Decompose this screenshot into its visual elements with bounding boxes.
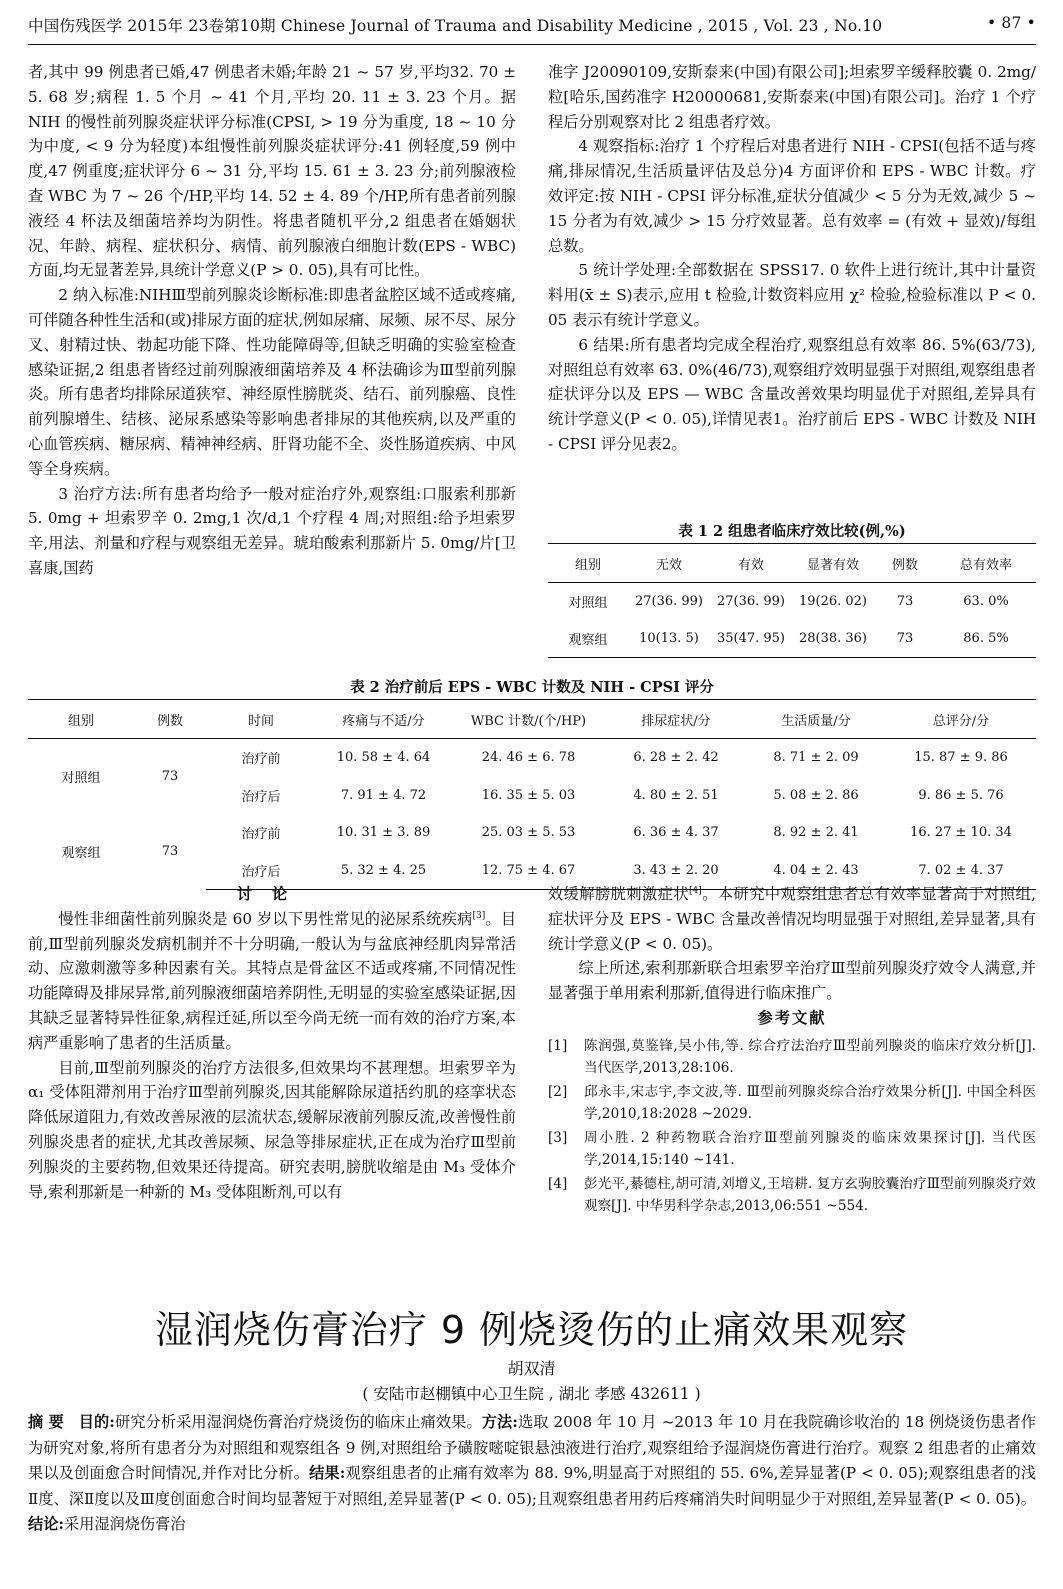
table-cell: 7. 91 ± 4. 72	[340, 787, 427, 803]
table-cell: 10. 58 ± 4. 64	[336, 750, 431, 766]
discussion-section	[28, 882, 516, 1204]
table1-header-cell: 组别	[548, 544, 628, 583]
table-cell: 5. 32 ± 4. 25	[316, 852, 451, 890]
header-rule	[28, 44, 1036, 45]
reference-text: 邱永丰,宋志宇,李文波,等. Ⅲ型前列腺炎综合治疗效果分析[J]. 中国全科医学,2010,18:2028 ~2029.	[584, 1083, 1036, 1122]
table-cell: 27(36. 99)	[634, 594, 704, 609]
table-cell: 28(38. 36)	[792, 620, 874, 658]
running-header	[28, 14, 1036, 36]
group-count: 73	[161, 769, 179, 784]
table-cell: 73	[896, 594, 914, 609]
table-cell: 8. 71 ± 2. 09	[773, 750, 859, 766]
table-cell: 35(47. 95)	[710, 620, 792, 658]
table-cell: 4. 04 ± 2. 43	[746, 852, 886, 890]
table-cell: 12. 75 ± 4. 67	[451, 852, 606, 890]
right-column	[548, 60, 1036, 457]
table2-header-cell: 时间	[206, 700, 316, 739]
table-cell: 15. 87 ± 9. 86	[914, 750, 1008, 766]
table-cell: 16. 27 ± 10. 34	[910, 825, 1012, 841]
right-paragraph-2: 4 观察指标:治疗 1 个疗程后对患者进行 NIH - CPSI(包括不适与疼痛,排尿情况,生活质量评估及总分)4 方面评价和 EPS - WBC 计数。疗效评定:按 NIH - CPSI 评分标准,症状分值减少 < 5 分为无效,减少 5 ~ 15 分者为有效,减少 > 15 分疗效显著。总有效率 = (有效 + 显效)/每组总数。	[548, 137, 1036, 255]
objective-text: 研究分析采用湿润烧伤膏治疗烧烫伤的临床止痛效果。	[114, 1413, 482, 1431]
table-cell: 治疗后	[241, 789, 281, 805]
table-cell: 3. 43 ± 2. 20	[606, 852, 746, 890]
table1-header-cell: 显著有效	[792, 544, 874, 583]
group-count: 73	[161, 844, 179, 860]
table-row	[28, 814, 1036, 852]
reference-number: [1]	[548, 1037, 568, 1054]
table-cell: 治疗前	[241, 827, 281, 843]
reference-list	[548, 1035, 1036, 1217]
references-title: 参考文献	[757, 1008, 827, 1027]
reference-item	[548, 1173, 1036, 1217]
table-cell: 63. 0%	[963, 594, 1009, 609]
table-cell: 27(36. 99)	[716, 594, 786, 609]
table-row	[548, 583, 1036, 621]
left-paragraph-3: 3 治疗方法:所有患者均给予一般对症治疗外,观察组:口服索利那新 5. 0mg + 坦索罗辛 0. 2mg,1 次/d,1 个疗程 4 周;对照组:给予坦索罗辛,用法、剂量和疗程与观察组无差异。琥珀酸索利那新片 5. 0mg/片[卫喜康,国药	[28, 484, 516, 577]
table-row	[548, 620, 1036, 658]
table-cell: 4. 80 ± 2. 51	[633, 787, 719, 803]
article-title: 湿润烧伤膏治疗 9 例烧烫伤的止痛效果观察	[154, 1308, 909, 1352]
table-cell: 86. 5%	[936, 620, 1036, 658]
right-column-bottom	[548, 882, 1036, 1219]
discussion-paragraph-3	[548, 882, 1036, 956]
table-cell: 19(26. 02)	[798, 594, 868, 609]
page-number: • 87 •	[986, 14, 1036, 32]
table2-header-cell: 生活质量/分	[746, 700, 886, 739]
reference-number: [3]	[548, 1129, 568, 1146]
reference-item	[548, 1035, 1036, 1079]
result-label: 结果:	[309, 1464, 346, 1482]
table-cell: 10(13. 5)	[628, 620, 710, 658]
table1-header-cell: 有效	[710, 544, 792, 583]
right-paragraph-1: 准字 J20090109,安斯泰来(中国)有限公司];坦索罗辛缓释胶囊 0. 2mg/粒[哈乐,国药准字 H20000681,安斯泰来(中国)有限公司]。治疗 1 个疗程后分别观察对比 2 组患者疗效。	[548, 63, 1036, 131]
table1-caption: 表 1 2 组患者临床疗效比较(例,%)	[678, 523, 906, 540]
table2-header-cell: WBC 计数/(个/HP)	[451, 700, 606, 739]
reference-text: 彭光平,綦德柱,胡可清,刘增义,王培耕. 复方玄驹胶囊治疗Ⅲ型前列腺炎疗效观察[J]. 中华男科学杂志,2013,06:551 ~554.	[584, 1175, 1036, 1214]
table-cell: 9. 86 ± 5. 76	[918, 787, 1004, 803]
reference-text: 周小胜. 2 种药物联合治疗Ⅲ型前列腺炎的临床效果探讨[J]. 当代医学,2014,15:140 ~141.	[584, 1129, 1036, 1168]
table2	[28, 699, 1036, 890]
table2-header-cell: 例数	[134, 700, 206, 739]
article-affiliation: ( 安陆市赵棚镇中心卫生院 , 湖北 孝感 432611 )	[362, 1385, 701, 1403]
left-column	[28, 60, 516, 581]
right-paragraph-3: 5 统计学处理:全部数据在 SPSS17. 0 软件上进行统计,其中计量资料用(x̄ ± S)表示,应用 t 检验,计数资料应用 χ² 检验,检验标准以 P < 0. 05 表示有统计学意义。	[548, 261, 1036, 329]
discussion-text: 效缓解膀胱刺激症状	[548, 885, 689, 903]
left-paragraph-1: 者,其中 99 例患者已婚,47 例患者未婚;年龄 21 ~ 57 岁,平均32. 70 ± 5. 68 岁;病程 1. 5 个月 ~ 41 个月,平均 20. 11 ± 3. 23 个月。据 NIH 的慢性前列腺炎症状评分标准(CPSI, > 19 分为重度, 18 ~ 10 分为中度, < 9 分为轻度)本组慢性前列腺炎症状评分:41 例轻度,59 例中度,47 例重度;症状评分 6 ~ 31 分,平均 15. 61 ± 3. 23 分;前列腺液检查 WBC 为 7 ~ 26 个/HP,平均 14. 52 ± 4. 89 个/HP,所有患者前列腺液经 4 杯法及细菌培养均为阴性。将患者随机平分,2 组患者在婚姻状况、年龄、病程、症状积分、病情、前列腺液白细胞计数(EPS - WBC)方面,均无显著差异,具统计学意义(P > 0. 05),具有可比性。	[28, 63, 516, 280]
citation: [3]	[472, 910, 486, 921]
reference-number: [4]	[548, 1175, 568, 1192]
table-cell: 6. 28 ± 2. 42	[633, 750, 719, 766]
discussion-paragraph-1	[28, 907, 516, 1056]
objective-label: 目的:	[78, 1413, 115, 1431]
table1-header-cell: 例数	[874, 544, 936, 583]
citation: [4]	[688, 885, 702, 896]
method-label: 方法:	[481, 1413, 518, 1431]
table-cell: 8. 92 ± 2. 41	[773, 825, 859, 841]
journal-citation: 中国伤残医学 2015年 23卷第10期 Chinese Journal of Trauma and Disability Medicine , 2015 , Vol. 23 , No.10	[28, 17, 883, 35]
table-cell: 治疗前	[241, 752, 281, 768]
conclusion-text: 采用湿润烧伤膏治	[63, 1515, 186, 1533]
method-text: 选取 2008 年 10 月 ~2013 年 10 月在我院确诊收治的 18 例烧烫伤患者作为研究对象,将所有患者分为对照组和观察组各 9 例,对照组给予磺胺嘧啶银悬浊液进行治疗,观察组给予湿润烧伤膏进行治疗。观察 2 组患者的止痛效果以及创面愈合时间情况,并作对比分析。	[28, 1413, 1037, 1482]
reference-text: 陈润强,莫鉴锋,吴小伟,等. 综合疗法治疗Ⅲ型前列腺炎的临床疗效分析[J]. 当代医学,2013,28:106.	[584, 1037, 1036, 1076]
discussion-paragraph-4: 综上所述,索利那新联合坦索罗辛治疗Ⅲ型前列腺炎疗效令人满意,并显著强于单用索利那新,值得进行临床推广。	[548, 959, 1036, 1003]
group-label: 观察组	[61, 846, 101, 862]
table2-header-row	[28, 700, 1036, 739]
table-row	[28, 739, 1036, 777]
table2-header-cell: 疼痛与不适/分	[316, 700, 451, 739]
table-cell: 73	[874, 620, 936, 658]
result-text: 观察组患者的止痛有效率为 88. 9%,明显高于对照组的 55. 6%,差异显著(P < 0. 05);观察组患者的浅Ⅱ度、深Ⅱ度以及Ⅲ度创面愈合时间均显著短于对照组,差异显著(P < 0. 05);且观察组患者用药后疼痛消失时间明显少于对照组,差异显著(P < 0. 05)。	[28, 1464, 1037, 1508]
table1	[548, 543, 1036, 658]
table2-header-cell: 组别	[28, 700, 134, 739]
discussion-paragraph-2: 目前,Ⅲ型前列腺炎的治疗方法很多,但效果均不甚理想。坦索罗辛为 α₁ 受体阻滞剂用于治疗Ⅲ型前列腺炎,因其能解除尿道括约肌的痉挛状态降低尿道阻力,有效改善尿液的层流状态,缓解尿液前列腺反流,改善慢性前列腺炎患者的症状,尤其改善尿频、尿急等排尿症状,正在成为治疗Ⅲ型前列腺炎的主要药物,但效果还待提高。研究表明,膀胱收缩是由 M₃ 受体介导,索利那新是一种新的 M₃ 受体阻断剂,可以有	[28, 1058, 516, 1201]
reference-item	[548, 1127, 1036, 1171]
reference-number: [2]	[548, 1083, 568, 1100]
left-paragraph-2: 2 纳入标准:NIHⅢ型前列腺炎诊断标准:即患者盆腔区域不适或疼痛,可伴随各种性生活和(或)排尿方面的症状,例如尿痛、尿频、尿不尽、尿分叉、射精过快、勃起功能下降、性功能障碍等,但缺乏明确的实验室检查感染证据,2 组患者皆经过前列腺液细菌培养及 4 杯法确诊为Ⅲ型前列腺炎。所有患者均排除尿道狭窄、神经原性膀胱炎、结石、前列腺癌、良性前列腺增生、结核、泌尿系感染等影响患者排尿的其他疾病,以及严重的心血管疾病、糖尿病、精神神经病、肝肾功能不全、炎性肠道疾病、中风等全身疾病。	[28, 286, 516, 478]
table-cell: 对照组	[568, 596, 608, 611]
discussion-text: 慢性非细菌性前列腺炎是 60 岁以下男性常见的泌尿系统疾病	[58, 909, 473, 928]
table-cell: 5. 08 ± 2. 86	[773, 787, 859, 803]
table-cell: 24. 46 ± 6. 78	[481, 750, 576, 766]
table-cell: 25. 03 ± 5. 53	[481, 825, 576, 841]
table2-caption: 表 2 治疗前后 EPS - WBC 计数及 NIH - CPSI 评分	[350, 679, 714, 696]
article-author: 胡双清	[507, 1359, 556, 1378]
table-cell: 7. 02 ± 4. 37	[886, 852, 1036, 890]
table2-header-cell: 排尿症状/分	[606, 700, 746, 739]
table1-header-cell: 总有效率	[936, 544, 1036, 583]
table-cell: 治疗后	[206, 852, 316, 890]
article-abstract	[28, 1410, 1036, 1538]
reference-item	[548, 1081, 1036, 1125]
discussion-title: 讨论	[236, 885, 308, 903]
table-cell: 观察组	[548, 620, 628, 658]
table2-header-cell: 总评分/分	[886, 700, 1036, 739]
table-cell: 6. 36 ± 4. 37	[633, 825, 719, 841]
table1-header-row	[548, 544, 1036, 583]
group-label: 对照组	[61, 771, 101, 786]
discussion-text: 。本研究中观察组患者总有效率显著高于对照组,症状评分及 EPS - WBC 含量改善情况均明显强于对照组,差异显著,具有统计学意义(P < 0. 05)。	[548, 885, 1037, 953]
table-cell: 10. 31 ± 3. 89	[336, 825, 431, 841]
conclusion-label: 结论:	[28, 1515, 64, 1533]
table-cell: 16. 35 ± 5. 03	[481, 787, 576, 803]
right-paragraph-4: 6 结果:所有患者均完成全程治疗,观察组总有效率 86. 5%(63/73),对照组总有效率 63. 0%(46/73),观察组疗效明显强于对照组,观察组患者症状评分以及 EPS — WBC 含量改善效果均明显优于对照组,差异具有统计学意义(P < 0. 05),详情见表1。治疗前后 EPS - WBC 计数及 NIH - CPSI 评分见表2。	[548, 335, 1036, 453]
abstract-label: 摘 要	[28, 1413, 64, 1431]
table1-header-cell: 无效	[628, 544, 710, 583]
discussion-text: 。目前,Ⅲ型前列腺炎发病机制并不十分明确,一般认为与盆底神经肌肉异常活动、应激刺激等多种因素有关。其特点是骨盆区不适或疼痛,不同情况性功能障碍及排尿异常,前列腺液细菌培养阴性,无明显的实验室感染证据,因其缺乏显著特异性征象,病程迁延,所以至今尚无统一而有效的治疗方案,本病严重影响了患者的生活质量。	[28, 909, 517, 1052]
